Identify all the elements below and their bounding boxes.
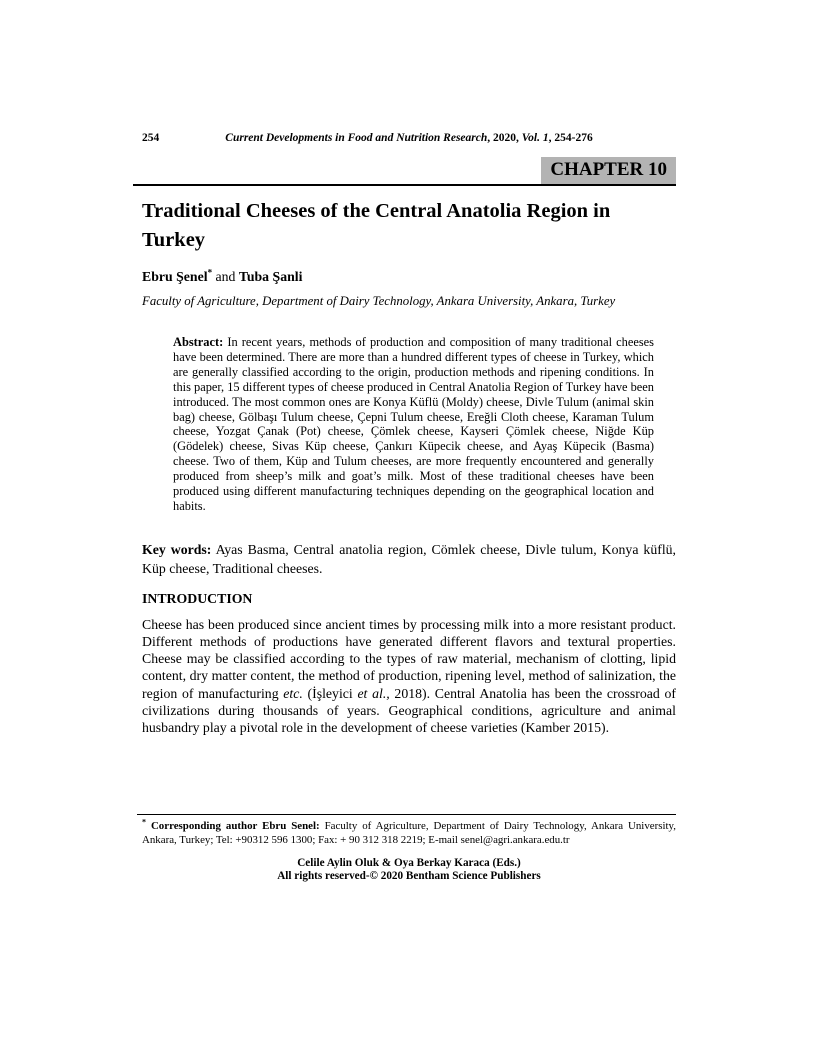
- author-1: Ebru Şenel: [142, 269, 208, 284]
- chapter-title: Traditional Cheeses of the Central Anatolia Region in Turkey: [142, 200, 611, 251]
- footnote-body: Faculty of Agriculture, Department of Dairy Technology, Ankara University, Ankara, Turkey; Tel: +90312 596 1300; Fax: + 90 312 318 2219; E-mail senel@agri.ankara.edu.tr: [142, 820, 676, 846]
- journal-volume: Vol. 1: [521, 132, 549, 144]
- author-2: Tuba Şanli: [238, 269, 303, 284]
- footnote-divider: [137, 814, 676, 815]
- journal-title: Current Developments in Food and Nutrition Research: [225, 132, 488, 144]
- imprint-editors: Celile Aylin Oluk & Oya Berkay Karaca (Eds.): [297, 856, 521, 869]
- footnote-marker: *: [142, 817, 146, 827]
- abstract-text: In recent years, methods of production and composition of many traditional cheeses have been determined. There are more than a hundred different types of cheese in Turkey, which are generally classified according to the origin, production methods and ripening conditions. In this paper, 15 different types of cheese produced in Central Anatolia Region of Turkey have been introduced. The most common ones are Konya Küflü (Moldy) cheese, Divle Tulum (animal skin bag) cheese, Gölbaşı Tulum cheese, Çepni Tulum cheese, Ereğli Cloth cheese, Karaman Tulum cheese, Yozgat Çanak (Pot) cheese, Çömlek cheese, Kayseri Çömlek cheese, Niğde Küp (Gödelek) cheese, Sivas Küp cheese, Çankırı Küpecik cheese, and Ayaş Küpecik (Basma) cheese. Two of them, Küp and Tulum cheeses, are more frequently encountered and generally produced from sheep’s milk and goat’s milk. Most of these traditional cheeses have been produced using different manufacturing techniques depending on the geographical location and habits.: [173, 335, 655, 513]
- journal-pages: , 254-276: [548, 132, 593, 144]
- chapter-badge-row: [133, 157, 676, 186]
- journal-year: , 2020,: [487, 132, 522, 144]
- intro-segment: (İşleyici: [302, 685, 358, 701]
- page-number: 254: [142, 132, 160, 144]
- footnote-label: Corresponding author Ebru Senel:: [146, 820, 320, 832]
- abstract-label: Abstract:: [173, 335, 224, 349]
- intro-segment: Cheese has been produced since ancient times by processing milk into a more resistant product. Different methods of productions have generated different flavors and textural properties. Cheese may be classified according to the types of raw material, mechanism of clotting, lipid content, dry matter content, the method of production, ripening level, method of salinization, the region of manufacturing: [142, 616, 676, 701]
- introduction-paragraph: [142, 616, 676, 736]
- journal-reference: [225, 132, 592, 144]
- abstract: [173, 335, 654, 514]
- intro-segment-etc: etc.: [283, 685, 303, 701]
- chapter-badge: CHAPTER 10: [541, 157, 676, 184]
- corresponding-author-marker: *: [207, 267, 213, 278]
- intro-segment-etal: et al.,: [357, 685, 390, 701]
- authors-connector: and: [212, 269, 239, 284]
- corresponding-author-footnote: [142, 817, 676, 848]
- imprint-rights: All rights reserved-© 2020 Bentham Science Publishers: [277, 870, 541, 883]
- intro-segment: 2018). Central Anatolia has been the crossroad of civilizations during thousands of years. Geographical conditions, agriculture and animal husbandry play a pivotal role in the development of cheese varieties (Kamber 2015).: [142, 685, 676, 736]
- section-heading-introduction: INTRODUCTION: [142, 590, 253, 606]
- authors-line: [142, 268, 676, 285]
- running-header: [142, 131, 676, 146]
- keywords-text: Ayas Basma, Central anatolia region, Cömlek cheese, Divle tulum, Konya küflü, Küp cheese, Traditional cheeses.: [142, 541, 676, 576]
- keywords-label: Key words:: [142, 541, 212, 557]
- affiliation: Faculty of Agriculture, Department of Dairy Technology, Ankara University, Ankara, Turkey: [142, 294, 616, 308]
- page-content: [142, 0, 676, 736]
- imprint: [142, 857, 676, 885]
- page-footer: [142, 814, 676, 884]
- keywords: [142, 540, 676, 578]
